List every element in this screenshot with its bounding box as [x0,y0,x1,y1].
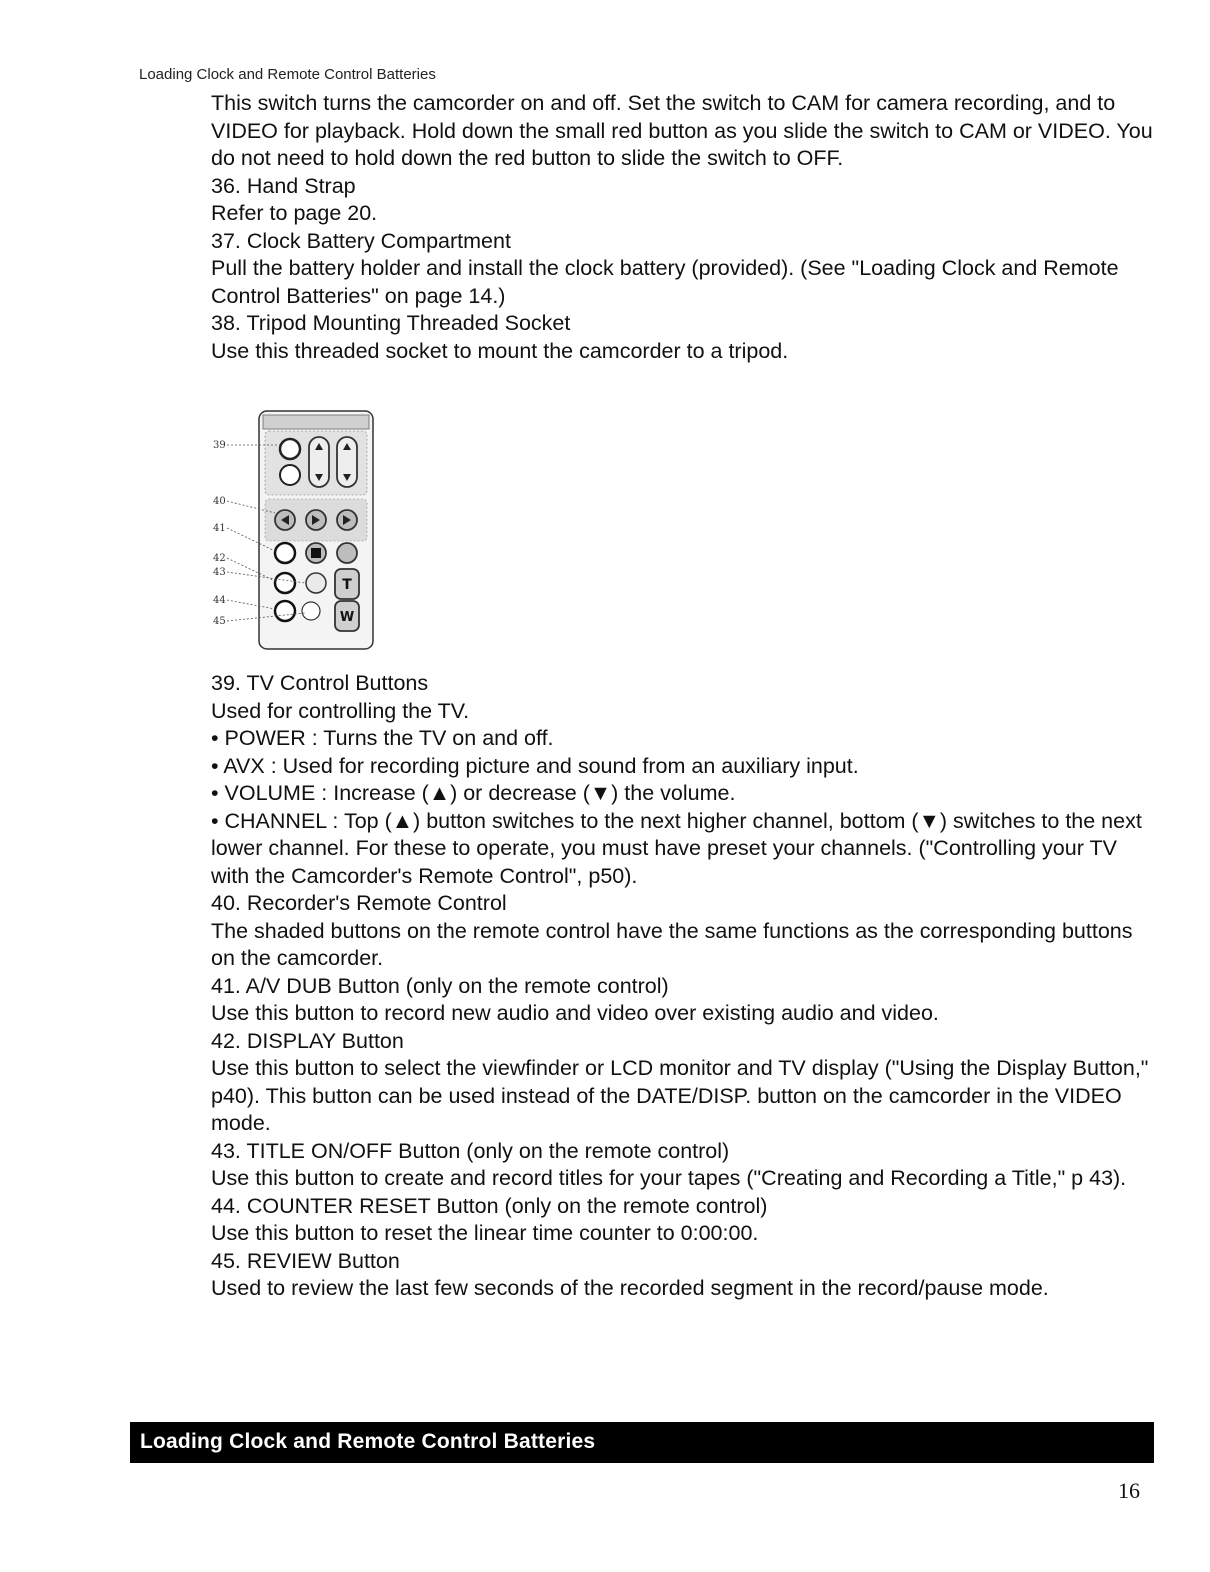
bottom-text-block [211,670,1161,1303]
zoom-wide-label: W [339,610,355,625]
item-43-description: Use this button to create and record titles for your tapes ("Creating and Recording a Title," p 43). [211,1166,1127,1190]
item-42-heading: 42. DISPLAY Button [211,1028,404,1053]
section-footer-title: Loading Clock and Remote Control Batteries [140,1430,596,1453]
callout-41: 41 [213,523,226,534]
item-39-description: Used for controlling the TV. [211,698,470,723]
callout-40: 40 [213,496,226,507]
item-41-description: Use this button to record new audio and video over existing audio and video. [211,1001,939,1025]
item-45-description: Used to review the last few seconds of the recorded segment in the record/pause mode. [211,1276,1049,1300]
item-37-description: Pull the battery holder and install the clock battery (provided). (See "Loading Clock and Remote Control Batteries" on page 14.) [211,256,1119,308]
item-44-heading: 44. COUNTER RESET Button (only on the remote control) [211,1193,768,1218]
zoom-tele-label: T [342,577,352,593]
item-40-heading: 40. Recorder's Remote Control [211,891,507,915]
item-45-heading: 45. REVIEW Button [211,1248,400,1273]
item-44-description: Use this button to reset the linear time counter to 0:00:00. [211,1221,759,1245]
item-38-heading: 38. Tripod Mounting Threaded Socket [211,311,571,335]
channel-bullet: • CHANNEL : Top (▲) button switches to the next higher channel, bottom (▼) switches to the next lower channel. For these to operate, you must have preset your channels. ("Controlling your TV with the Camcorder's Remote Control", p50). [211,808,1142,888]
item-42-description: Use this button to select the viewfinder or LCD monitor and TV display ("Using the Display Button," p40). This button can be used instead of the DATE/DISP. button on the camcorder in the VIDEO mode. [211,1056,1149,1135]
item-36-heading: 36. Hand Strap [211,173,356,198]
section-footer-bar [130,1422,1154,1463]
item-39-heading: 39. TV Control Buttons [211,671,429,695]
avx-bullet: • AVX : Used for recording picture and sound from an auxiliary input. [211,753,859,778]
callout-45: 45 [213,616,226,627]
item-40-description: The shaded buttons on the remote control have the same functions as the corresponding buttons on the camcorder. [211,918,1133,970]
callout-43: 43 [213,567,226,578]
page-number: 16 [1118,1478,1140,1503]
remote-control-illustration [205,405,385,655]
power-bullet: • POWER : Turns the TV on and off. [211,726,554,750]
item-43-heading: 43. TITLE ON/OFF Button (only on the remote control) [211,1138,730,1163]
top-text-block [211,90,1161,365]
item-37-heading: 37. Clock Battery Compartment [211,228,511,253]
callout-44: 44 [213,595,226,606]
callout-39: 39 [213,440,226,451]
volume-bullet: • VOLUME : Increase (▲) or decrease (▼) the volume. [211,781,736,805]
remote-control-figure [205,405,385,655]
item-36-description: Refer to page 20. [211,201,378,225]
running-header: Loading Clock and Remote Control Batteries [139,66,436,83]
item-38-description: Use this threaded socket to mount the camcorder to a tripod. [211,338,789,363]
power-switch-description: This switch turns the camcorder on and off. Set the switch to CAM for camera recording, and to VIDEO for playback. Hold down the small red button as you slide the switch to CAM or VIDEO. You do not need to hold down the red button to slide the switch to OFF. [211,91,1153,170]
callout-42: 42 [213,553,226,564]
item-41-heading: 41. A/V DUB Button (only on the remote control) [211,973,669,998]
